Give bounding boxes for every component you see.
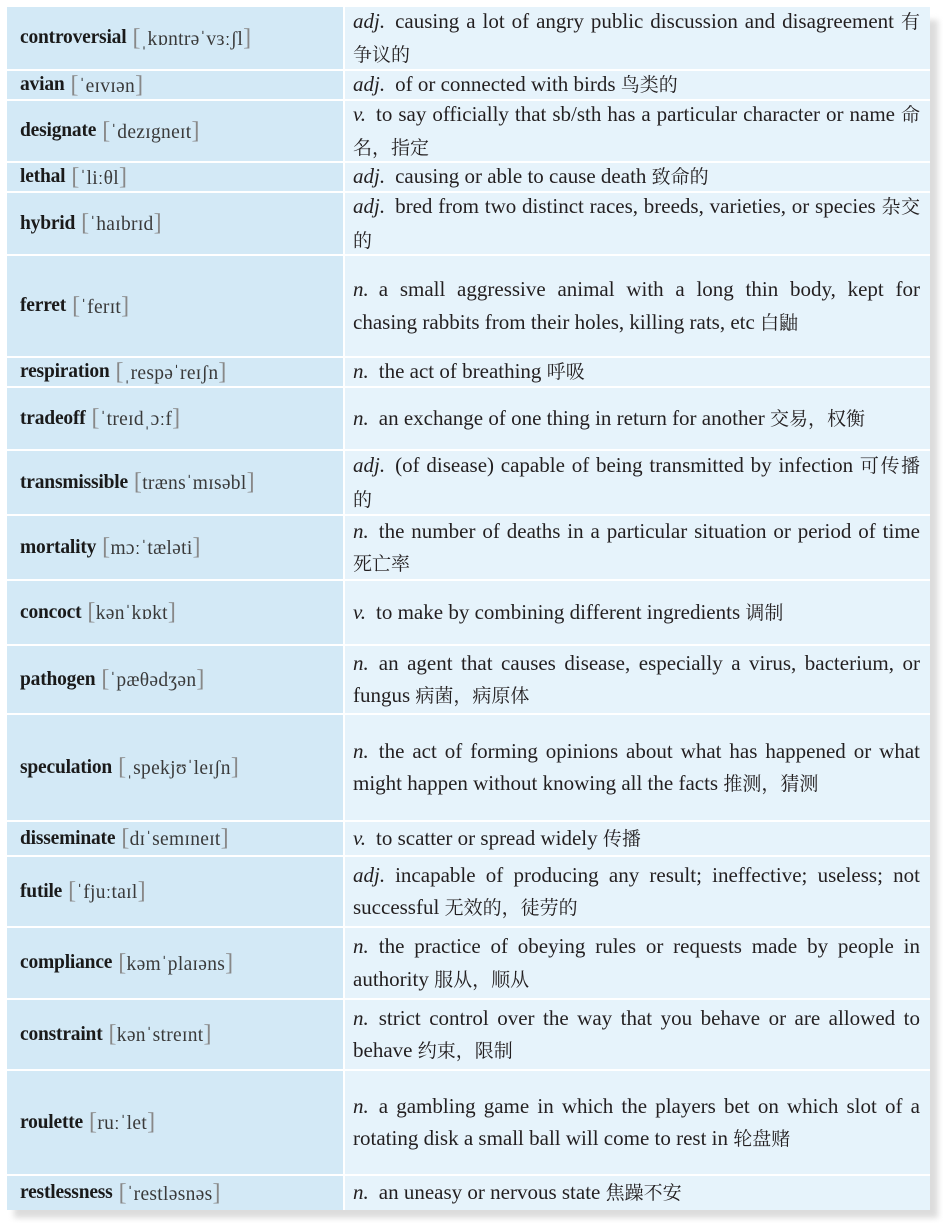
headword: mortality [20, 536, 97, 558]
word-cell [7, 1176, 343, 1210]
phonetic [118, 950, 233, 977]
chinese-translation: 交易，权衡 [770, 407, 866, 430]
vocabulary-table [7, 7, 930, 1210]
definition-text [353, 7, 920, 69]
definition: to make by combining different ingredients [376, 599, 741, 624]
definition-cell [345, 646, 930, 713]
bracket-close: ] [167, 599, 177, 625]
word-cell [7, 1000, 343, 1069]
definition-cell [345, 928, 930, 998]
phonetic [102, 118, 200, 145]
bracket-open: [ [118, 1179, 127, 1206]
definition-text [353, 163, 920, 191]
headword: roulette [20, 1111, 84, 1133]
headword: futile [20, 880, 63, 902]
phonetic-text: ˈliːθl [79, 167, 119, 189]
bracket-open: [ [102, 117, 111, 144]
phonetic [68, 878, 146, 905]
definition-cell [345, 451, 930, 514]
definition-cell [345, 822, 930, 855]
headword: respiration [20, 361, 110, 382]
phonetic [102, 534, 201, 561]
definition-text [353, 596, 920, 630]
word-cell [7, 646, 343, 713]
phonetic [116, 359, 227, 386]
chinese-translation: 调制 [745, 601, 784, 624]
phonetic-text: ˌkɒntrəˈvɜːʃl [140, 28, 244, 50]
part-of-speech: n. [353, 934, 369, 958]
headword: pathogen [20, 668, 96, 690]
phonetic [134, 469, 255, 496]
headword: hybrid [20, 212, 76, 234]
bracket-open: [ [68, 878, 77, 904]
phonetic [71, 72, 144, 99]
definition-text [353, 451, 920, 514]
word-cell [7, 358, 343, 386]
bracket-close: ] [246, 469, 255, 495]
definition: to say officially that sb/sth has a particular character or name [376, 101, 895, 126]
bracket-open: [ [118, 754, 127, 780]
part-of-speech: n. [353, 277, 369, 301]
bracket-close: ] [135, 71, 144, 98]
headword: concoct [20, 601, 82, 623]
definition-text [353, 273, 920, 339]
chinese-translation: 白鼬 [760, 311, 799, 334]
bracket-open: [ [72, 292, 81, 319]
definition: an exchange of one thing in return for another [378, 405, 765, 430]
bracket-open: [ [89, 1109, 98, 1135]
bracket-close: ] [191, 117, 200, 144]
chinese-translation: 焦躁不安 [605, 1182, 682, 1205]
definition-text [353, 101, 920, 161]
definition: causing or able to cause death [395, 164, 647, 189]
word-cell [7, 163, 343, 191]
phonetic-text: ˈfjuːtaɪl [76, 882, 138, 903]
definition-text [353, 647, 920, 713]
phonetic-text: mɔːˈtæləti [110, 538, 193, 559]
part-of-speech: n. [353, 1005, 369, 1030]
chinese-translation: 服从，顺从 [434, 968, 530, 991]
bracket-open: [ [115, 358, 124, 385]
definition-text [353, 822, 920, 855]
phonetic [101, 666, 204, 693]
phonetic [89, 1109, 155, 1136]
definition: the number of deaths in a particular situation or period of time [378, 518, 920, 543]
phonetic-text: ˈhaɪbrɪd [89, 214, 154, 235]
definition: the act of breathing [378, 359, 542, 384]
definition-text [353, 193, 920, 254]
phonetic-text: ˈeɪvɪən [78, 75, 136, 97]
definition-text [353, 735, 920, 801]
part-of-speech: n. [353, 738, 369, 763]
part-of-speech: adj. [353, 164, 386, 189]
chinese-translation: 约束，限制 [417, 1040, 513, 1062]
bracket-open: [ [81, 210, 90, 236]
phonetic [132, 25, 251, 52]
word-cell [7, 388, 343, 449]
definition-cell [345, 358, 930, 386]
word-cell [7, 715, 343, 820]
definition-cell [345, 1000, 930, 1069]
part-of-speech: v. [353, 599, 367, 624]
part-of-speech: adj. [353, 862, 386, 887]
part-of-speech: adj. [353, 453, 386, 477]
phonetic-text: kəmˈplaɪəns [126, 953, 226, 975]
definition: an agent that causes disease, especially a virus, bacterium, or fungus [353, 650, 920, 707]
chinese-translation: 致命的 [651, 166, 709, 189]
part-of-speech: n. [353, 1093, 369, 1118]
headword: constraint [20, 1023, 103, 1045]
part-of-speech: v. [353, 101, 367, 126]
phonetic-text: trænsˈmɪsəbl [142, 473, 247, 494]
definition-text [353, 1176, 920, 1210]
phonetic [109, 1021, 212, 1048]
definition-text [353, 1002, 920, 1068]
bracket-open: [ [71, 163, 80, 190]
phonetic [81, 210, 162, 237]
word-cell [7, 256, 343, 356]
bracket-close: ] [220, 825, 229, 851]
word-cell [7, 581, 343, 644]
bracket-open: [ [133, 469, 143, 495]
chinese-translation: 无效的，徒劳的 [444, 897, 578, 919]
definition-text [353, 930, 920, 996]
bracket-open: [ [108, 1021, 117, 1047]
bracket-close: ] [196, 666, 205, 692]
bracket-open: [ [121, 825, 130, 851]
headword: transmissible [20, 471, 128, 493]
bracket-open: [ [91, 405, 100, 431]
phonetic [119, 1180, 221, 1207]
definition-text [353, 516, 920, 579]
definition-cell [345, 193, 930, 254]
definition-cell [345, 581, 930, 644]
bracket-close: ] [225, 949, 234, 976]
bracket-close: ] [121, 292, 130, 319]
chinese-translation: 病菌，病原体 [415, 685, 530, 707]
definition-text [353, 358, 920, 386]
bracket-close: ] [147, 1109, 156, 1135]
word-cell [7, 1071, 343, 1174]
definition: an uneasy or nervous state [378, 1180, 601, 1205]
chinese-translation: 推测，猜测 [723, 773, 819, 795]
part-of-speech: v. [353, 825, 367, 850]
headword: tradeoff [20, 407, 86, 429]
phonetic-text: ˈdezɪgneɪt [110, 121, 192, 143]
definition-cell [345, 388, 930, 449]
phonetic-text: ˈtreɪdˌɔːf [99, 409, 173, 430]
chinese-translation: 轮盘赌 [733, 1128, 791, 1150]
headword: restlessness [20, 1182, 113, 1203]
definition: of or connected with birds [395, 72, 616, 97]
definition: to scatter or spread widely [376, 825, 598, 850]
phonetic-text: dɪˈsemɪneɪt [129, 829, 221, 850]
headword: avian [20, 74, 65, 95]
word-cell [7, 928, 343, 998]
part-of-speech: adj. [353, 72, 386, 97]
bracket-open: [ [70, 71, 79, 98]
chinese-translation: 可传播的 [353, 455, 920, 511]
definition: a small aggressive animal with a long thin body, kept for chasing rabbits from their holes, killing rats, etc [353, 277, 920, 334]
word-cell [7, 857, 343, 926]
phonetic-text: kənˈkɒkt [95, 603, 168, 624]
definition-cell [345, 516, 930, 579]
bracket-close: ] [212, 1179, 221, 1206]
definition-cell [345, 71, 930, 99]
headword: disseminate [20, 827, 116, 849]
definition-cell [345, 857, 930, 926]
phonetic-text: ˌrespəˈreɪʃn [123, 362, 219, 384]
bracket-open: [ [87, 599, 96, 625]
definition-text [353, 402, 920, 436]
definition: incapable of producing any result; ineffective; useless; not successful [353, 862, 920, 919]
bracket-close: ] [119, 163, 128, 190]
chinese-translation: 鸟类的 [620, 74, 678, 97]
definition-cell [345, 715, 930, 820]
definition-cell [345, 1176, 930, 1210]
headword: controversial [20, 27, 127, 48]
part-of-speech: n. [353, 650, 369, 675]
phonetic-text: ˌspekjʊˈleɪʃn [126, 758, 231, 779]
bracket-open: [ [118, 949, 127, 976]
definition-text [353, 1090, 920, 1156]
definition-cell [345, 1071, 930, 1174]
phonetic-text: ˈrestləsnəs [126, 1183, 213, 1205]
definition: bred from two distinct races, breeds, varieties, or species [395, 194, 876, 218]
definition-cell [345, 101, 930, 161]
phonetic [92, 405, 181, 432]
phonetic [71, 164, 127, 191]
phonetic [72, 293, 129, 320]
word-cell [7, 822, 343, 855]
definition-cell [345, 7, 930, 69]
definition: the practice of obeying rules or requests made by people in authority [353, 934, 920, 991]
definition-cell [345, 256, 930, 356]
chinese-translation: 传播 [602, 827, 641, 850]
phonetic [118, 754, 239, 781]
definition: causing a lot of angry public discussion and disagreement [395, 8, 895, 33]
chinese-translation: 命名，指定 [353, 103, 921, 159]
bracket-open: [ [102, 534, 111, 560]
part-of-speech: adj. [353, 194, 386, 218]
word-cell [7, 451, 343, 514]
phonetic-text: kənˈstreɪnt [116, 1025, 204, 1046]
headword: lethal [20, 166, 66, 187]
bracket-open: [ [101, 666, 110, 692]
definition-cell [345, 163, 930, 191]
headword: designate [20, 120, 97, 141]
definition: the act of forming opinions about what has happened or what might happen without knowing all the facts [353, 738, 920, 795]
headword: speculation [20, 756, 113, 778]
phonetic [87, 599, 176, 626]
bracket-close: ] [172, 405, 181, 431]
chinese-translation: 死亡率 [353, 553, 411, 575]
bracket-close: ] [137, 878, 146, 904]
phonetic [121, 825, 229, 852]
headword: compliance [20, 952, 113, 973]
phonetic-text: ˈpæθədʒən [109, 670, 197, 691]
definition-text [353, 859, 920, 925]
definition: a gambling game in which the players bet on which slot of a rotating disk a small ball will come to rest in [353, 1093, 920, 1150]
chinese-translation: 呼吸 [546, 361, 585, 384]
part-of-speech: n. [353, 405, 369, 430]
definition: strict control over the way that you behave or are allowed to behave [353, 1005, 920, 1062]
definition-text [353, 71, 920, 99]
part-of-speech: n. [353, 359, 369, 384]
word-cell [7, 7, 343, 69]
part-of-speech: n. [353, 1180, 369, 1205]
chinese-translation: 有争议的 [353, 10, 921, 66]
bracket-close: ] [230, 754, 240, 780]
headword: ferret [20, 295, 67, 316]
chinese-translation: 杂交的 [353, 196, 920, 252]
word-cell [7, 193, 343, 254]
phonetic-text: ˈferɪt [80, 296, 122, 318]
bracket-close: ] [243, 24, 252, 51]
bracket-close: ] [218, 358, 227, 385]
bracket-close: ] [153, 210, 162, 236]
bracket-close: ] [192, 534, 201, 560]
phonetic-text: ruːˈlet [97, 1113, 148, 1134]
definition: (of disease) capable of being transmitted by infection [395, 453, 854, 477]
word-cell [7, 516, 343, 579]
part-of-speech: n. [353, 518, 369, 543]
bracket-open: [ [132, 24, 141, 51]
part-of-speech: adj. [353, 8, 386, 33]
bracket-close: ] [203, 1021, 212, 1047]
word-cell [7, 101, 343, 161]
word-cell [7, 71, 343, 99]
